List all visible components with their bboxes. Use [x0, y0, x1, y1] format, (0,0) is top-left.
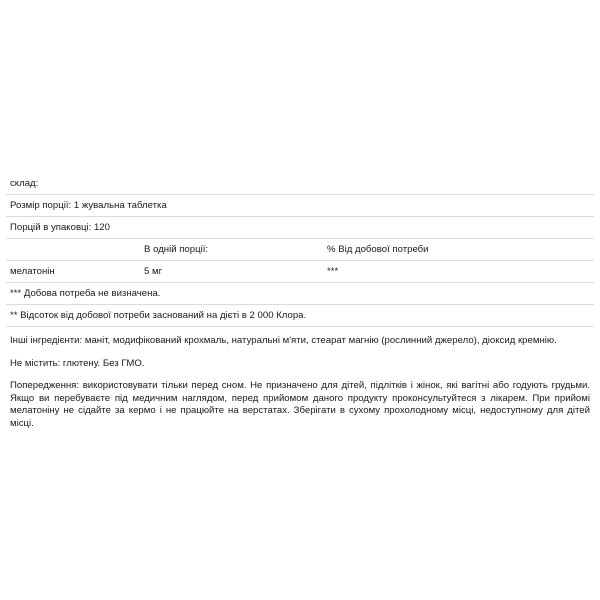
footnote-row-1: [6, 283, 594, 305]
header-daily-value: % Від добової потреби: [323, 239, 594, 261]
serving-size-row: [6, 195, 594, 217]
nutrient-row: [6, 261, 594, 283]
servings-per-container-row: [6, 217, 594, 239]
serving-size: Розмір порції: 1 жувальна таблетка: [6, 195, 594, 217]
warning-text: Попередження: використовувати тільки перед сном. Не призначено для дітей, підлітків і жінок, які вагітні або годують грудьми. Якщо ви перебуваєте під медичним наглядом, перед прийомом даного продукту проконсультуйтеся з лікарем. При прийомі мелатоніну не сідайте за кермо і не працюйте на верстатах. Зберігати в сухому прохолодному місці, недоступному для дітей місці.: [10, 380, 590, 429]
supplement-facts-table: [6, 173, 594, 327]
other-ingredients: Інші інгредієнти: маніт, модифікований крохмаль, натуральні м'яти, стеарат магнію (рослинний джерело), діоксид кремнію.: [10, 335, 557, 346]
header-per-serving: В одній порції:: [140, 239, 323, 261]
header-empty-cell: [6, 239, 140, 261]
nutrient-daily-value: ***: [323, 261, 594, 283]
composition-label: склад:: [6, 173, 594, 195]
footnote-percent-daily-value: ** Відсоток від добової потреби заснований на дієті в 2 000 Клора.: [6, 305, 594, 327]
product-notes: [6, 335, 594, 430]
supplement-facts-panel: [6, 173, 594, 430]
free-from-statement: Не містить: глютену. Без ГМО.: [10, 357, 145, 369]
footnote-row-2: [6, 305, 594, 327]
composition-row: [6, 173, 594, 195]
nutrient-amount: 5 мг: [140, 261, 323, 283]
nutrient-name: мелатонін: [6, 261, 140, 283]
servings-per-container: Порцій в упаковці: 120: [6, 217, 594, 239]
footnote-daily-value-not-established: *** Добова потреба не визначена.: [6, 283, 594, 305]
column-header-row: [6, 239, 594, 261]
